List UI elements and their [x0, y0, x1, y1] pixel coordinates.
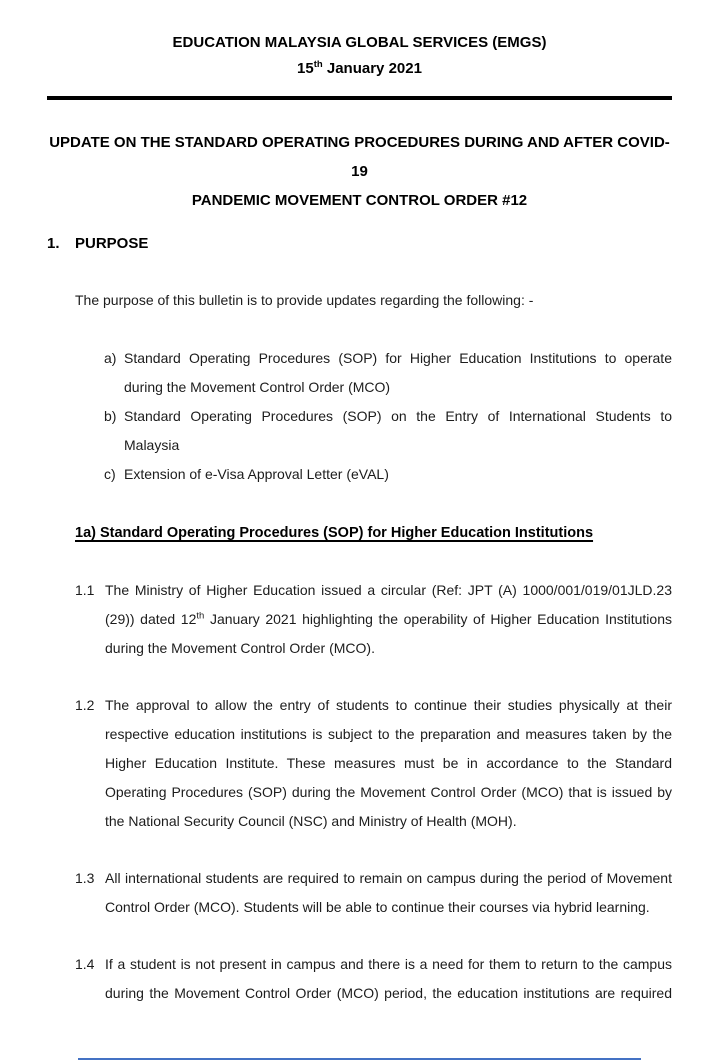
purpose-item-list — [47, 344, 672, 489]
date-rest: January 2021 — [322, 60, 422, 77]
document-header — [47, 30, 672, 82]
list-item-text: Standard Operating Procedures (SOP) on the Entry of International Students to Malaysia — [124, 408, 672, 453]
date-day: 15 — [297, 60, 314, 77]
clause-number: 1.4 — [75, 956, 95, 972]
section-heading-label: PURPOSE — [75, 235, 149, 252]
list-marker: b) — [104, 408, 117, 424]
document-date — [47, 56, 672, 82]
list-item-text: Standard Operating Procedures (SOP) for Higher Education Institutions to operate during the Movement Control Order (MCO) — [124, 350, 672, 395]
clause-text-segment: January 2021 highlighting the operability of Higher Education Institutions during the Movement Control Order (MCO). — [105, 611, 672, 656]
page-bottom-rule — [78, 1058, 641, 1060]
clause-text: The approval to allow the entry of students to continue their studies physically at their respective education institutions is subject to the preparation and measures taken by the Higher Education Institute. These measures must be in accordance to the Standard Operating Procedures (SOP) during the Movement Control Order (MCO) that is issued by the National Security Council (NSC) and Ministry of Health (MOH). — [105, 697, 672, 829]
date-ordinal-superscript: th — [313, 59, 323, 70]
list-item-text: Extension of e-Visa Approval Letter (eVAL) — [124, 466, 389, 482]
clause-1-1 — [75, 576, 672, 663]
list-item-a — [104, 344, 672, 402]
purpose-intro: The purpose of this bulletin is to provide updates regarding the following: - — [75, 292, 534, 308]
list-marker: c) — [104, 466, 116, 482]
organization-name: EDUCATION MALAYSIA GLOBAL SERVICES (EMGS) — [172, 34, 547, 51]
section-heading-purpose — [47, 229, 672, 258]
clause-number: 1.1 — [75, 582, 95, 598]
clause-text: If a student is not present in campus and there is a need for them to return to the campus during the Movement Control Order (MCO) period, the education institutions are required — [105, 956, 672, 1001]
clause-1-2 — [75, 691, 672, 836]
clause-text: All international students are required to remain on campus during the period of Movement Control Order (MCO). Students will be able to continue their courses via hybrid learning. — [105, 870, 672, 915]
clause-text — [105, 576, 672, 663]
section-number: 1. — [47, 235, 60, 252]
document-title-line2: PANDEMIC MOVEMENT CONTROL ORDER #12 — [191, 192, 528, 209]
list-item-c — [104, 460, 672, 489]
clause-number: 1.2 — [75, 697, 95, 713]
list-item-b — [104, 402, 672, 460]
clause-1-4 — [75, 950, 672, 1008]
document-title-line1: UPDATE ON THE STANDARD OPERATING PROCEDURES DURING AND AFTER COVID-19 — [49, 134, 670, 180]
clause-1-3 — [75, 864, 672, 922]
list-marker: a) — [104, 350, 117, 366]
clause-text-segment: The Ministry of Higher Education issued a circular (Ref: JPT (A) 1000/001/019/01JLD.23 (29)) dated 12 — [105, 582, 672, 627]
header-rule — [47, 96, 672, 100]
ordinal-superscript: th — [196, 610, 205, 622]
subsection-heading-1a: 1a) Standard Operating Procedures (SOP) for Higher Education Institutions — [75, 525, 594, 541]
document-title — [47, 128, 672, 215]
clause-number: 1.3 — [75, 870, 95, 886]
